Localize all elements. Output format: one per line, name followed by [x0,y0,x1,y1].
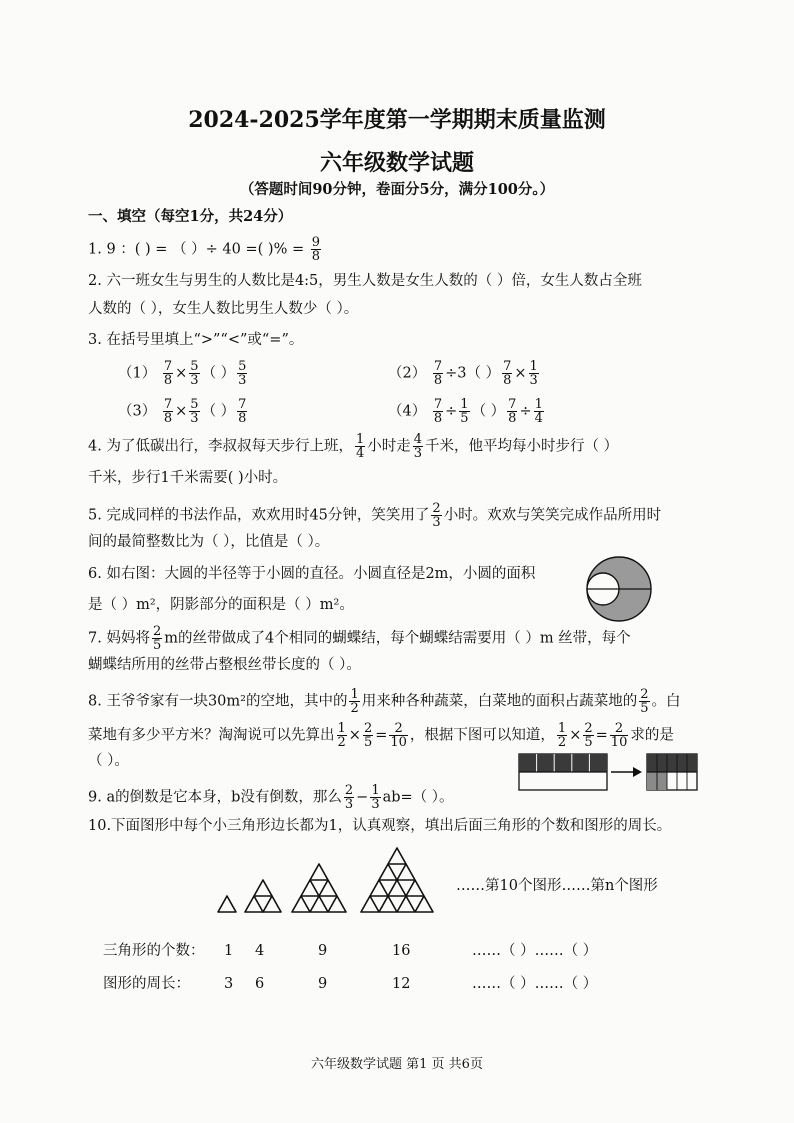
fraction-bar-diagram [518,752,698,794]
q10-series: ……第10个图形……第n个图形 [456,878,658,894]
exam-title: 2024-2025学年度第一学期期末质量监测 [188,107,606,133]
q3-part2: （2） $\frac{7}{8}$ ÷3（ ） $\frac{7}{8}$ × $\frac{1}{3}$ [388,359,538,388]
q1-text: 1. 9 ：( ) = （ ）÷ 40 =( )% = [88,241,305,258]
exam-subtitle: 六年级数学试题 [319,150,474,176]
q10-row2-v3: 9 [318,976,328,992]
q7-line2: 蝴蝶结所用的丝带占整根丝带长度的（ ）。 [88,657,361,673]
circle-diagram [580,554,660,624]
question-1 [88,236,323,263]
q5-line2: 间的最简整数比为（ ），比值是（ ）。 [88,534,330,550]
q3-part1: （1） $\frac{7}{8}$ × $\frac{5}{3}$ （ ） $\frac{5}{3}$ [118,359,247,388]
q10-row2-tail: ……（ ）……（ ） [472,976,598,992]
q4-line2: 千米，步行1千米需要( )小时。 [88,470,288,486]
q4-line1: 4. 为了低碳出行，李叔叔每天步行上班， $\frac{1}{4}$ 小时走 $\frac{4}{3}$ 千米，他平均每小时步行（ ） [88,432,619,461]
q2-line1: 2. 六一班女生与男生的人数比是4:5，男生人数是女生人数的（ ）倍，女生人数占全班 [88,273,642,289]
page-footer: 六年级数学试题 第1 页 共6页 [311,1057,483,1072]
q8-line2: 菜地有多少平方米？淘淘说可以先算出 $\frac{1}{2}$ × $\frac{2}{5}$ = $\frac{2}{10}$ ，根据下图可以知道， $\frac{1}{2}$ × $\frac{2}{5}$ = $\frac{2}{10}$ 求的是 [88,721,674,750]
q7-line1: 7. 妈妈将 $\frac{2}{5}$ m的丝带做成了4个相同的蝴蝶结，每个蝴蝶结需要用（ ）m 丝带，每个 [88,624,631,653]
q10-row1-v2: 4 [255,943,265,959]
q10-row1-label: 三角形的个数： [103,943,205,959]
triangle-pattern [215,838,485,918]
q6-line1: 6. 如右图：大圆的半径等于小圆的直径。小圆直径是2m，小圆的面积 [88,566,536,582]
q5-line1: 5. 完成同样的书法作品，欢欢用时45分钟，笑笑用了 $\frac{2}{3}$ 小时。欢欢与笑笑完成作品所用时 [88,501,662,530]
q10-row1-v3: 9 [318,943,328,959]
q3-text: 3. 在括号里填上“>”“<”或“=”。 [88,332,304,348]
q9-line: 9. a的倒数是它本身，b没有倒数，那么 $\frac{2}{3}$ − $\frac{1}{3}$ ab=（ ）。 [88,783,454,812]
q3-part3: （3） $\frac{7}{8}$ × $\frac{5}{3}$ （ ） $\frac{7}{8}$ [118,397,247,426]
q10-row2-v4: 12 [392,976,411,992]
q1-fraction: $\frac{9}{8}$ [311,235,320,264]
q6-line2: 是（ ）m²，阴影部分的面积是（ ）m²。 [88,597,354,613]
q10-row2-v2: 6 [255,976,265,992]
q10-row1-v1: 1 [224,943,234,959]
q10-row1-tail: ……（ ）……（ ） [472,943,598,959]
q2-line2: 人数的（ ），女生人数比男生人数少（ ）。 [88,301,359,317]
q10-line1: 10.下面图形中每个小三角形边长都为1，认真观察，填出后面三角形的个数和图形的周长。 [88,818,672,834]
exam-note: （答题时间90分钟，卷面分5分，满分100分。） [239,181,555,198]
q8-line1: 8. 王爷爷家有一块30m²的空地，其中的 $\frac{1}{2}$ 用来种各种蔬菜，白菜地的面积占蔬菜地的 $\frac{2}{5}$ 。白 [88,687,681,716]
q3-part4: （4） $\frac{7}{8}$ ÷ $\frac{1}{5}$ （ ） $\frac{7}{8}$ ÷ $\frac{1}{4}$ [388,397,543,426]
q10-row1-v4: 16 [392,943,411,959]
q10-row2-label: 图形的周长： [103,976,190,992]
section-heading: 一、填空（每空1分，共24分） [88,208,293,225]
q10-row2-v1: 3 [224,976,234,992]
q8-line3: （ ）。 [88,753,129,769]
